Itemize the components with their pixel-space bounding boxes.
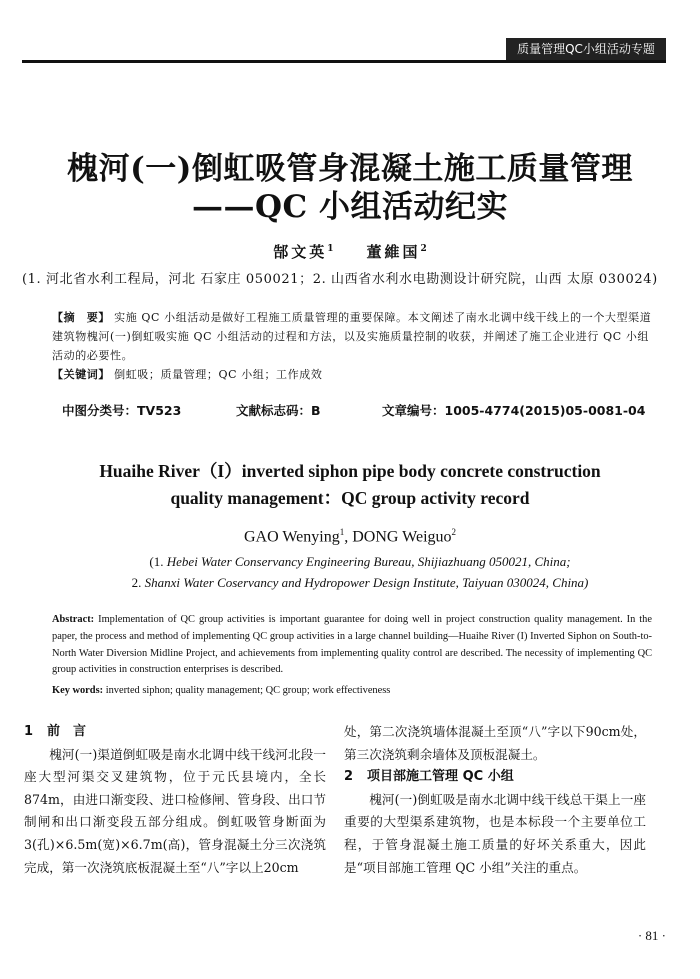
section-2-heading [344, 766, 646, 789]
author-cn-1-sup: 1 [327, 244, 334, 254]
abstract-english [52, 612, 652, 679]
authors-english: GAO Wenying$^1$, DONG Weiguo$^2$ [243, 527, 457, 546]
section-2-paragraph: 槐河(一)倒虹吸是南水北调中线干线总干渠上一座重要的大型渠系建筑物，也是本标段一个主要单位工程，于管身混凝土施工质量的好坏关系重大，因此是“项目部施工管理 QC 小组”关注的重点。 [344, 791, 646, 875]
clc-number: 中图分类号：TV523 [62, 403, 182, 418]
affil-en-2: Shanxi Water Coservancy and Hydropower Design Institute, Taiyuan 030024, China) [144, 575, 589, 590]
body-column-left [24, 721, 326, 879]
keywords-cn-label: 【关键词】 [52, 368, 110, 381]
section-1-paragraph-continued: 处，第二次浇筑墙体混凝土至顶“八”字以下90cm处，第三次浇筑剩余墙体及顶板混凝土。 [344, 724, 646, 762]
authors-chinese [0, 241, 700, 262]
author-en-1: GAO Wenying [243, 528, 340, 546]
section-1-title: 前 言 [47, 724, 87, 739]
affil-en-1: Hebei Water Conservancy Engineering Bureau, Shijiazhuang 050021, China; [166, 554, 571, 569]
article-number: 文章编号：1005-4774(2015)05-0081-04 [382, 403, 646, 418]
title-en-line1: Huaihe River（I）inverted siphon pipe body concrete construction [99, 461, 601, 481]
section-banner: 质量管理QC小组活动专题 [506, 38, 666, 60]
author-en-1-sup: 1 [339, 527, 345, 537]
author-cn-2-sup: 2 [420, 244, 427, 254]
section-1-number: 1 [24, 724, 34, 739]
section-2-title: 项目部施工管理 QC 小组 [367, 769, 514, 785]
abstract-en-label: Abstract: [52, 614, 95, 625]
keywords-english [52, 683, 652, 699]
section-2-number: 2 [344, 769, 354, 785]
abstract-cn-text: 实施 QC 小组活动是做好工程施工质量管理的重要保障。本文阐述了南水北调中线干线上的一个大型渠道建筑物槐河(一)倒虹吸实施 QC 小组活动的过程和方法，以及实施质量控制的收获，并阐述了施工企业进行 QC 小组活动的必要性。 [52, 311, 652, 362]
title-english [40, 458, 660, 512]
abstract-en-text: Implementation of QC group activities is important guarantee for doing well in project construction quality management. In the paper, the process and method of implementing QC group activities in a large channel building—Huaihe River (I) Inverted Siphon on South-to-North Water Diversion Midline Project, and achievements from implementing quality control are described. The necessity of implementing QC group activities in construction enterprises is described. [52, 614, 652, 676]
keywords-en-text: inverted siphon; quality management; QC group; work effectiveness [105, 685, 391, 696]
title-chinese [20, 150, 680, 226]
section-1-heading [24, 721, 326, 744]
affil-en-2-num: 2. [131, 575, 142, 590]
affil-en-1-num: (1. [149, 554, 164, 569]
section-1-paragraph: 槐河(一)渠道倒虹吸是南水北调中线干线河北段一座大型河渠交叉建筑物，位于元氏县境内，全长874m，由进口渐变段、进口检修闸、管身段、出口节制闸和出口渐变段五部分组成。倒虹吸管身断面为3(孔)×6.5m(宽)×6.7m(高)，管身混凝土分三次浇筑完成，第一次浇筑底板混凝土至“八”字以上20cm [24, 746, 326, 875]
header-rule [22, 60, 666, 63]
body-column-right [344, 721, 646, 879]
keywords-cn-text: 倒虹吸；质量管理；QC 小组；工作成效 [114, 368, 323, 381]
abstract-cn-label: 【摘 要】 [52, 311, 110, 324]
title-cn-line2: ——QC 小组活动纪实 [192, 189, 508, 225]
title-en-line2: quality management：QC group activity record [170, 488, 530, 508]
author-cn-2: 董維国 [366, 243, 421, 261]
author-cn-1: 郜文英 [273, 243, 328, 261]
keywords-en-label: Key words: [52, 685, 104, 696]
keywords-chinese [52, 366, 652, 384]
abstract-chinese [52, 308, 652, 365]
author-en-2: DONG Weiguo [352, 528, 452, 546]
document-code: 文献标志码：B [236, 403, 321, 418]
affiliation-chinese: (1. 河北省水利工程局，河北 石家庄 050021；2. 山西省水利水电勘测设计研究院，山西 太原 030024) [22, 272, 658, 287]
title-cn-line1: 槐河(一)倒虹吸管身混凝土施工质量管理 [67, 151, 633, 187]
affiliation-english [80, 551, 640, 593]
author-en-2-sup: 2 [451, 527, 457, 537]
page-number: · 81 · [637, 928, 666, 943]
